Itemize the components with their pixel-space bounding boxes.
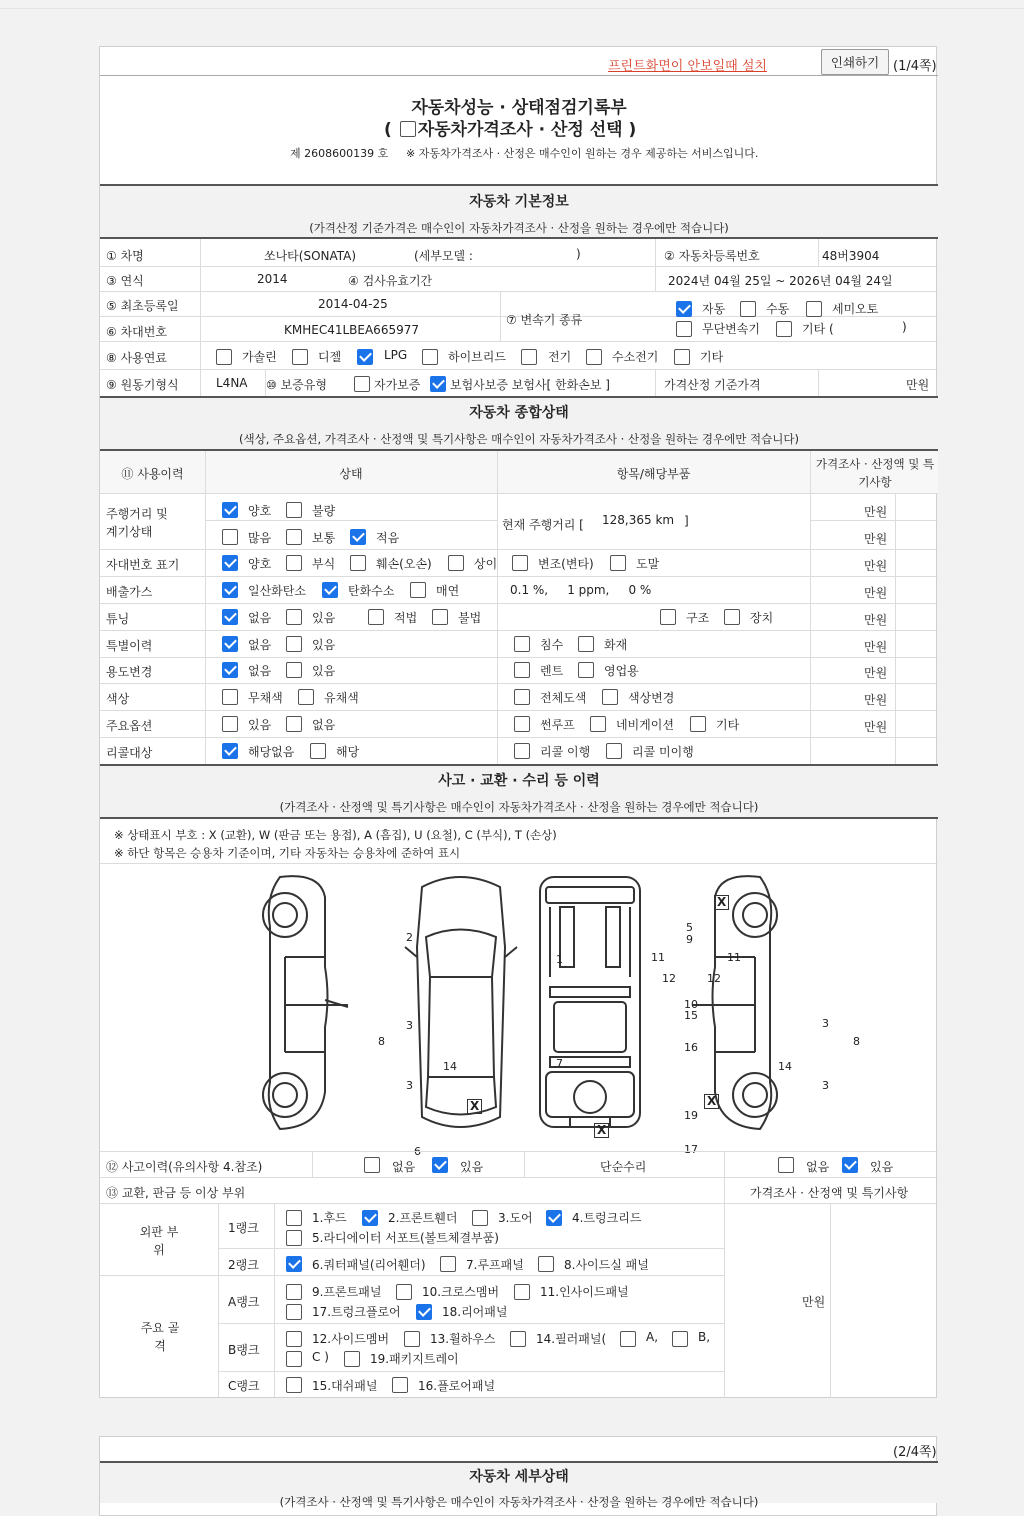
- valid-value: 2024년 04월 25일 ~ 2026년 04월 24일: [668, 274, 893, 288]
- price-service-checkbox[interactable]: [400, 121, 416, 137]
- part-4-checkbox[interactable]: [546, 1210, 562, 1226]
- main-frame-label: 주요 골격: [140, 1321, 180, 1353]
- svg-text:9: 9: [686, 933, 693, 946]
- tuning-illegal-checkbox[interactable]: [432, 609, 448, 625]
- current-mileage-close: ]: [684, 514, 689, 528]
- tuning-device-label: 장치: [750, 611, 774, 625]
- doc-number: 제 2608600139 호: [290, 147, 389, 160]
- part-5-checkbox[interactable]: [286, 1230, 302, 1246]
- fuel-gasoline-label: 가솔린: [242, 350, 277, 364]
- vin-value: KMHEC41LBEA665977: [284, 323, 419, 337]
- option-sunroof-label: 썬루프: [540, 718, 575, 732]
- mileage-price-unit-2: 만원: [864, 532, 888, 546]
- special-yes-checkbox[interactable]: [286, 636, 302, 652]
- emission-smoke-checkbox[interactable]: [410, 582, 426, 598]
- trans-label: ⑦ 변속기 종류: [506, 313, 583, 327]
- mileage-good-checkbox[interactable]: [222, 502, 238, 518]
- page-indicator-2: (2/4쪽): [893, 1445, 937, 1460]
- vin-mark-label: 자대번호 표기: [106, 558, 180, 572]
- fuel-hydrogen-checkbox[interactable]: [586, 349, 602, 365]
- mileage-normal-label: 보통: [312, 531, 336, 545]
- fuel-diesel-checkbox[interactable]: [292, 349, 308, 365]
- option-other-label: 기타: [716, 718, 740, 732]
- tuning-price-unit: 만원: [864, 613, 888, 627]
- tuning-illegal-label: 불법: [458, 611, 482, 625]
- part-8-checkbox[interactable]: [538, 1256, 554, 1272]
- legend-line-2: ※ 하단 항목은 승용차 기준이며, 기타 자동차는 승용차에 준하여 표시: [114, 846, 461, 860]
- pillar-c-checkbox[interactable]: [286, 1351, 302, 1367]
- option-label: 주요옵션: [106, 719, 153, 733]
- price-header: 가격조사 · 산정액 및 특기사항: [815, 457, 935, 489]
- mileage-bad-checkbox[interactable]: [286, 502, 302, 518]
- part-12-label: 12.사이드멤버: [312, 1332, 390, 1346]
- option-sunroof-checkbox[interactable]: [514, 716, 530, 732]
- part-17-checkbox[interactable]: [286, 1304, 302, 1320]
- accident-none-label: 없음: [392, 1160, 416, 1174]
- part-13-label: 13.휠하우스: [430, 1332, 496, 1346]
- vin-mark-damage-label: 훼손(오손): [376, 557, 432, 571]
- pillar-c-label: C ): [312, 1350, 329, 1364]
- part-11-checkbox[interactable]: [514, 1284, 530, 1300]
- option-navi-checkbox[interactable]: [590, 716, 606, 732]
- color-full-checkbox[interactable]: [514, 689, 530, 705]
- color-achro-label: 무채색: [248, 691, 283, 705]
- tuning-legal-checkbox[interactable]: [368, 609, 384, 625]
- part-11-label: 11.인사이드패널: [540, 1285, 629, 1299]
- rank2-label: 2랭크: [228, 1258, 259, 1272]
- warranty-label: ⑩ 보증유형: [266, 378, 327, 392]
- color-full-label: 전체도색: [540, 691, 587, 705]
- emission-co-checkbox[interactable]: [222, 582, 238, 598]
- option-yes-label: 있음: [248, 718, 272, 732]
- fuel-hybrid-checkbox[interactable]: [422, 349, 438, 365]
- emission-co-label: 일산화탄소: [248, 584, 306, 598]
- part-10-label: 10.크로스멤버: [422, 1285, 500, 1299]
- reg-no-value: 48버3904: [822, 249, 880, 263]
- current-mileage-value: 128,365 km: [602, 513, 675, 527]
- vin-mark-rust-checkbox[interactable]: [286, 555, 302, 571]
- detail-note: (가격조사 · 산정액 및 특기사항은 매수인이 자동차가격조사 · 산정을 원하는 경우에만 적습니다): [279, 1495, 759, 1509]
- accident-yes-label: 있음: [460, 1160, 484, 1174]
- tuning-yes-label: 있음: [312, 611, 336, 625]
- tuning-device-checkbox[interactable]: [724, 609, 740, 625]
- option-yes-checkbox[interactable]: [222, 716, 238, 732]
- recall-label: 리콜대상: [106, 746, 153, 760]
- option-none-checkbox[interactable]: [286, 716, 302, 732]
- detail-title: 자동차 세부상태: [469, 1469, 569, 1485]
- vin-mark-rust-label: 부식: [312, 557, 336, 571]
- simple-repair-none-checkbox[interactable]: [778, 1157, 794, 1173]
- warranty-insurance-label: 보험사보증 보험사[ 한화손보 ]: [450, 378, 610, 392]
- warranty-self-label: 자가보증: [374, 378, 421, 392]
- diagram-mark-rear-panel: X: [467, 1099, 482, 1114]
- inspection-page-1: [99, 46, 937, 1398]
- svg-text:10: 10: [684, 998, 698, 1011]
- rankB-label: B랭크: [228, 1343, 260, 1357]
- fuel-hydrogen-label: 수소전기: [612, 350, 659, 364]
- special-label: 특별이력: [106, 639, 153, 653]
- recall-notdone-checkbox[interactable]: [606, 743, 622, 759]
- fuel-gasoline-checkbox[interactable]: [216, 349, 232, 365]
- simple-repair-none-label: 없음: [806, 1160, 830, 1174]
- emission-hc-label: 탄화수소: [348, 584, 395, 598]
- svg-text:12: 12: [662, 972, 676, 985]
- part-6-checkbox[interactable]: [286, 1256, 302, 1272]
- option-none-label: 없음: [312, 718, 336, 732]
- mileage-price-unit-1: 만원: [864, 505, 888, 519]
- vin-mark-diff-checkbox[interactable]: [448, 555, 464, 571]
- recall-notdone-label: 리콜 미이행: [632, 745, 694, 759]
- vin-mark-good-checkbox[interactable]: [222, 555, 238, 571]
- tuning-label: 튜닝: [106, 612, 130, 626]
- recall-yes-checkbox[interactable]: [310, 743, 326, 759]
- part-14-label: 14.필러패널(: [536, 1332, 607, 1346]
- page-indicator: (1/4쪽): [893, 59, 937, 74]
- part-16-checkbox[interactable]: [392, 1377, 408, 1393]
- vin-mark-diff-label: 상이: [474, 557, 498, 571]
- part-14-checkbox[interactable]: [510, 1331, 526, 1347]
- state-header: 상태: [339, 467, 363, 481]
- trans-semi-label: 세미오토: [832, 302, 879, 316]
- svg-text:8: 8: [853, 1035, 860, 1048]
- usage-history-header: ⑪ 사용이력: [121, 467, 184, 481]
- svg-text:3: 3: [822, 1017, 829, 1030]
- trans-auto-checkbox[interactable]: [676, 301, 692, 317]
- parts-price-header: 가격조사 · 산정액 및 특기사항: [750, 1186, 909, 1200]
- special-none-checkbox[interactable]: [222, 636, 238, 652]
- rank1-label: 1랭크: [228, 1221, 259, 1235]
- overall-title: 자동차 종합상태: [469, 405, 569, 421]
- vin-mark-stolen-checkbox[interactable]: [610, 555, 626, 571]
- accident-yes-checkbox[interactable]: [432, 1157, 448, 1173]
- trans-manual-checkbox[interactable]: [740, 301, 756, 317]
- item-header: 항목/해당부품: [616, 467, 691, 481]
- part-3-checkbox[interactable]: [472, 1210, 488, 1226]
- svg-text:14: 14: [443, 1060, 457, 1073]
- base-price-unit: 만원: [906, 378, 930, 392]
- parts-price-unit: 만원: [802, 1295, 826, 1309]
- pillar-b-label: B,: [698, 1330, 711, 1344]
- service-note: ※ 자동차가격조사 · 산정은 매수인이 원하는 경우 제공하는 서비스입니다.: [406, 147, 759, 160]
- accident-title: 사고 · 교환 · 수리 등 이력: [438, 773, 600, 789]
- emission-smoke-label: 매연: [436, 584, 460, 598]
- svg-text:14: 14: [778, 1060, 792, 1073]
- part-19-label: 19.패키지트레이: [370, 1352, 459, 1366]
- part-15-label: 15.대쉬패널: [312, 1379, 378, 1393]
- trans-other-close: ): [902, 320, 907, 334]
- first-reg-label: ⑤ 최초등록일: [106, 299, 179, 313]
- part-10-checkbox[interactable]: [396, 1284, 412, 1300]
- part-2-checkbox[interactable]: [362, 1210, 378, 1226]
- mileage-good-label: 양호: [248, 504, 272, 518]
- doc-subtitle: ( 자동차가격조사 · 산정 선택 ): [384, 120, 637, 140]
- fuel-label: ⑧ 사용연료: [106, 351, 167, 365]
- mileage-few-checkbox[interactable]: [350, 529, 366, 545]
- usage-none-checkbox[interactable]: [222, 662, 238, 678]
- mileage-bad-label: 불량: [312, 504, 336, 518]
- engine-value: L4NA: [216, 376, 248, 390]
- fuel-lpg-checkbox[interactable]: [357, 349, 373, 365]
- svg-text:11: 11: [727, 951, 741, 964]
- usage-rent-checkbox[interactable]: [514, 662, 530, 678]
- part-1-checkbox[interactable]: [286, 1210, 302, 1226]
- option-navi-label: 네비게이션: [616, 718, 674, 732]
- vin-mark-damage-checkbox[interactable]: [350, 555, 366, 571]
- part-7-checkbox[interactable]: [440, 1256, 456, 1272]
- doc-title: 자동차성능 · 상태점검기록부: [411, 98, 627, 118]
- diagram-mark-right-fender: X: [714, 895, 729, 910]
- accident-note: (가격조사 · 산정액 및 특기사항은 매수인이 자동차가격조사 · 산정을 원하는 경우에만 적습니다): [279, 800, 759, 814]
- part-8-label: 8.사이드실 패널: [564, 1258, 649, 1272]
- vin-mark-alter-checkbox[interactable]: [512, 555, 528, 571]
- base-price-label: 가격산정 기준가격: [664, 378, 761, 392]
- usage-biz-label: 영업용: [604, 664, 639, 678]
- pillar-a-checkbox[interactable]: [620, 1331, 636, 1347]
- simple-repair-yes-checkbox[interactable]: [842, 1157, 858, 1173]
- part-5-label: 5.라디에이터 서포트(볼트체결부품): [312, 1231, 499, 1245]
- warranty-self-checkbox[interactable]: [354, 376, 370, 392]
- basic-info-title: 자동차 기본정보: [469, 194, 569, 210]
- color-chro-checkbox[interactable]: [298, 689, 314, 705]
- usage-none-label: 없음: [248, 664, 272, 678]
- submodel-close: ): [576, 247, 581, 261]
- vin-mark-price-unit: 만원: [864, 559, 888, 573]
- car-name-value: 쏘나타(SONATA): [264, 249, 357, 263]
- special-fire-checkbox[interactable]: [578, 636, 594, 652]
- trans-other-checkbox[interactable]: [776, 321, 792, 337]
- valid-label: ④ 검사유효기간: [348, 274, 433, 288]
- mileage-many-label: 많음: [248, 531, 272, 545]
- usage-yes-label: 있음: [312, 664, 336, 678]
- color-achro-checkbox[interactable]: [222, 689, 238, 705]
- mileage-many-checkbox[interactable]: [222, 529, 238, 545]
- special-price-unit: 만원: [864, 640, 888, 654]
- svg-text:5: 5: [686, 921, 693, 934]
- recall-none-checkbox[interactable]: [222, 743, 238, 759]
- svg-text:7: 7: [556, 1057, 563, 1070]
- color-chro-label: 유채색: [324, 691, 359, 705]
- outer-panel-label: 외판 부위: [139, 1225, 179, 1257]
- emission-price-unit: 만원: [864, 586, 888, 600]
- special-fire-label: 화재: [604, 638, 628, 652]
- part-12-checkbox[interactable]: [286, 1331, 302, 1347]
- color-change-label: 색상변경: [628, 691, 675, 705]
- legend-line-1: ※ 상태표시 부호 : X (교환), W (판금 또는 용접), A (흠집), U (요철), C (부식), T (손상): [114, 828, 557, 842]
- recall-none-label: 해당없음: [248, 745, 295, 759]
- usage-price-unit: 만원: [864, 666, 888, 680]
- svg-text:6: 6: [414, 1145, 421, 1158]
- emission-hc-checkbox[interactable]: [322, 582, 338, 598]
- trans-auto-label: 자동: [702, 302, 726, 316]
- part-9-checkbox[interactable]: [286, 1284, 302, 1300]
- color-price-unit: 만원: [864, 693, 888, 707]
- accident-history-label: ⑫ 사고이력(유의사항 4.참조): [106, 1160, 263, 1174]
- part-16-label: 16.플로어패널: [418, 1379, 496, 1393]
- fuel-lpg-label: LPG: [384, 348, 408, 362]
- pillar-b-checkbox[interactable]: [672, 1331, 688, 1347]
- inspection-page-2: [99, 1436, 937, 1516]
- emission-label: 배출가스: [106, 585, 153, 599]
- recall-done-checkbox[interactable]: [514, 743, 530, 759]
- special-flood-checkbox[interactable]: [514, 636, 530, 652]
- car-name-label: ① 차명: [106, 249, 144, 263]
- accident-none-checkbox[interactable]: [364, 1157, 380, 1173]
- trans-semi-checkbox[interactable]: [806, 301, 822, 317]
- tuning-yes-checkbox[interactable]: [286, 609, 302, 625]
- color-label: 색상: [106, 692, 130, 706]
- trans-cvt-label: 무단변속기: [702, 322, 760, 336]
- vin-label: ⑥ 차대번호: [106, 325, 167, 339]
- svg-text:3: 3: [406, 1019, 413, 1032]
- recall-done-label: 리콜 이행: [540, 745, 591, 759]
- year-label: ③ 연식: [106, 274, 144, 288]
- svg-text:16: 16: [684, 1041, 698, 1054]
- svg-text:1: 1: [556, 953, 563, 966]
- diagram-mark-trunk-floor: X: [594, 1123, 609, 1138]
- current-mileage-label: 현재 주행거리 [: [502, 518, 584, 532]
- part-1-label: 1.후드: [312, 1211, 347, 1225]
- part-13-checkbox[interactable]: [404, 1331, 420, 1347]
- svg-text:11: 11: [651, 951, 665, 964]
- mileage-few-label: 적음: [376, 531, 400, 545]
- print-button[interactable]: 인쇄하기: [821, 49, 889, 75]
- simple-repair-yes-label: 있음: [870, 1160, 894, 1174]
- color-change-checkbox[interactable]: [602, 689, 618, 705]
- option-other-checkbox[interactable]: [690, 716, 706, 732]
- usage-yes-checkbox[interactable]: [286, 662, 302, 678]
- svg-text:12: 12: [707, 972, 721, 985]
- engine-label: ⑨ 원동기형식: [106, 378, 179, 392]
- basic-info-note: (가격산정 기준가격은 매수인이 자동차가격조사 · 산정을 원하는 경우에만 적습니다): [309, 221, 729, 235]
- vin-mark-alter-label: 변조(변타): [538, 557, 594, 571]
- rankC-label: C랭크: [228, 1379, 260, 1393]
- diagram-mark-right-quarter: X: [704, 1094, 719, 1109]
- usage-label: 용도변경: [106, 665, 153, 679]
- rankA-label: A랭크: [228, 1295, 260, 1309]
- part-6-label: 6.쿼터패널(리어휀더): [312, 1258, 426, 1272]
- parts-label: ⑬ 교환, 판금 등 이상 부위: [106, 1186, 246, 1200]
- emission-values: 0.1 %, 1 ppm, 0 %: [510, 583, 652, 597]
- fuel-other-label: 기타: [700, 350, 724, 364]
- option-price-unit: 만원: [864, 720, 888, 734]
- part-9-label: 9.프론트패널: [312, 1285, 382, 1299]
- recall-yes-label: 해당: [336, 745, 360, 759]
- part-15-checkbox[interactable]: [286, 1377, 302, 1393]
- install-link[interactable]: 프린트화면이 안보일때 설치: [608, 59, 767, 74]
- special-none-label: 없음: [248, 638, 272, 652]
- year-value: 2014: [257, 272, 288, 286]
- part-18-label: 18.리어패널: [442, 1305, 508, 1319]
- overall-note: (색상, 주요옵션, 가격조사 · 산정액 및 특기사항은 매수인이 자동차가격조사 · 산정을 원하는 경우에만 적습니다): [239, 432, 799, 446]
- part-4-label: 4.트렁크리드: [572, 1211, 642, 1225]
- svg-text:15: 15: [684, 1009, 698, 1022]
- part-7-label: 7.루프패널: [466, 1258, 524, 1272]
- trans-cvt-checkbox[interactable]: [676, 321, 692, 337]
- part-2-label: 2.프론트휀더: [388, 1211, 458, 1225]
- usage-biz-checkbox[interactable]: [578, 662, 594, 678]
- mileage-label: 주행거리 및 계기상태: [106, 507, 168, 539]
- special-flood-label: 침수: [540, 638, 564, 652]
- tuning-legal-label: 적법: [394, 611, 418, 625]
- fuel-electric-checkbox[interactable]: [521, 349, 537, 365]
- part-17-label: 17.트렁크플로어: [312, 1305, 401, 1319]
- svg-text:19: 19: [684, 1109, 698, 1122]
- mileage-normal-checkbox[interactable]: [286, 529, 302, 545]
- simple-repair-label: 단순수리: [600, 1160, 647, 1174]
- special-yes-label: 있음: [312, 638, 336, 652]
- part-18-checkbox[interactable]: [416, 1304, 432, 1320]
- svg-text:2: 2: [406, 931, 413, 944]
- trans-other-label: 기타 (: [802, 322, 834, 336]
- tuning-none-label: 없음: [248, 611, 272, 625]
- vin-mark-good-label: 양호: [248, 557, 272, 571]
- vin-mark-stolen-label: 도말: [636, 557, 660, 571]
- trans-manual-label: 수동: [766, 302, 790, 316]
- pillar-a-label: A,: [646, 1330, 659, 1344]
- fuel-electric-label: 전기: [548, 350, 572, 364]
- submodel-label: (세부모델 :: [414, 249, 473, 263]
- fuel-diesel-label: 디젤: [318, 350, 342, 364]
- svg-text:8: 8: [378, 1035, 385, 1048]
- svg-text:3: 3: [822, 1079, 829, 1092]
- tuning-struct-checkbox[interactable]: [660, 609, 676, 625]
- reg-no-label: ② 자동차등록번호: [664, 249, 760, 263]
- svg-text:3: 3: [406, 1079, 413, 1092]
- fuel-hybrid-label: 하이브리드: [448, 350, 506, 364]
- tuning-struct-label: 구조: [686, 611, 710, 625]
- first-reg-value: 2014-04-25: [318, 297, 388, 311]
- tuning-none-checkbox[interactable]: [222, 609, 238, 625]
- warranty-insurance-checkbox[interactable]: [430, 376, 446, 392]
- part-3-label: 3.도어: [498, 1211, 533, 1225]
- part-19-checkbox[interactable]: [344, 1351, 360, 1367]
- svg-text:17: 17: [684, 1143, 698, 1156]
- fuel-other-checkbox[interactable]: [674, 349, 690, 365]
- usage-rent-label: 렌트: [540, 664, 564, 678]
